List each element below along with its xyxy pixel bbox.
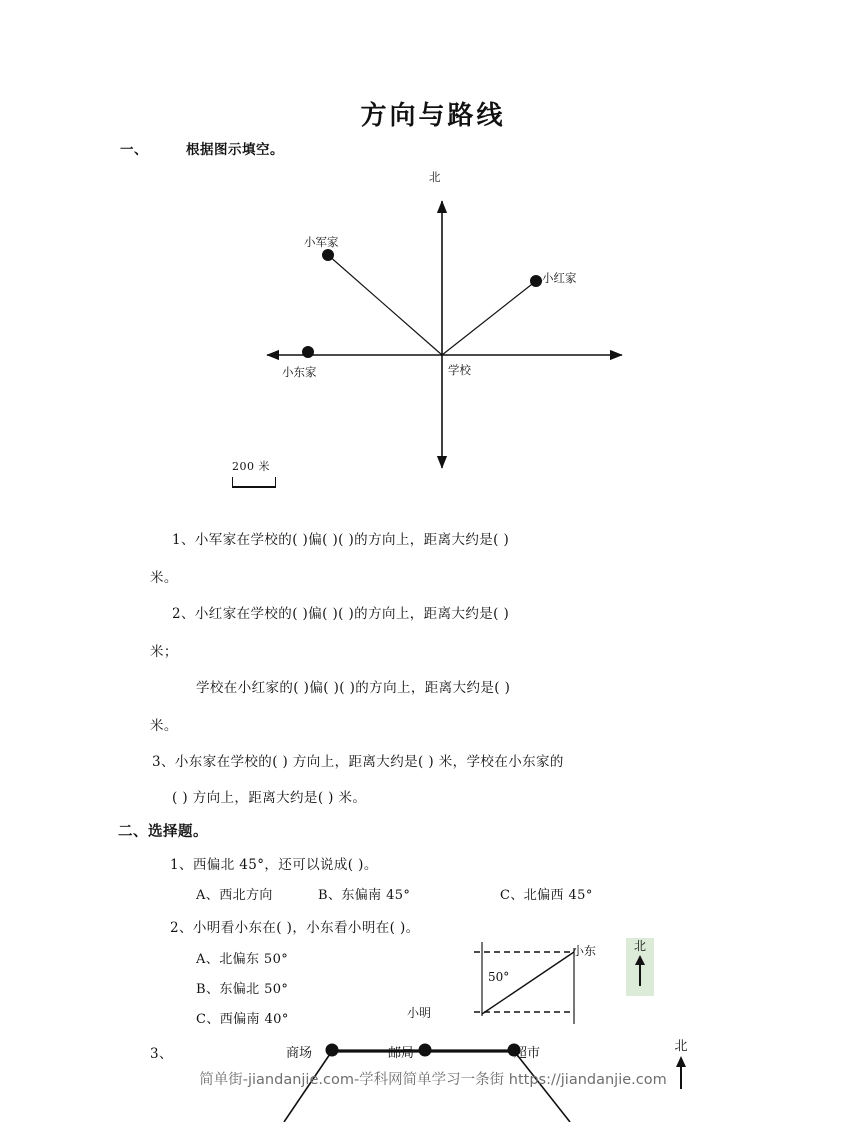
choice-question-2-option-a[interactable]: A、北偏东 50° [196,952,289,967]
choice-question-1-option-b[interactable]: B、东偏南 45° [318,888,411,903]
page-title: 方向与路线 [360,101,506,131]
section-1-heading: 根据图示填空。 [186,142,284,158]
north-badge-label: 北 [633,939,646,953]
node-mall [326,1044,339,1057]
watermark-text: 简单街-jiandanjie.com-学科网简单学习一条街 https://jiandanjie.com [199,1072,667,1088]
direction-diagram-svg [230,165,650,505]
north-indicator-badge [626,938,654,996]
diagram-label-xiaodong: 小东家 [282,365,317,379]
route-north-label: 北 [674,1039,688,1054]
scale-bar-rule [232,477,276,488]
diagram-label-north: 北 [429,170,441,184]
section-2-heading: 二、选择题。 [118,823,208,840]
diagram-label-xiaohong: 小红家 [542,271,577,285]
section-1-number: 一、 [120,142,148,158]
north-arrow-icon [633,953,647,987]
ray-to-xiaohong [442,281,536,355]
scale-bar [232,458,292,488]
route-label-post-office: 邮局 [388,1046,415,1061]
choice-question-2-stem: 2、小明看小东在( )，小东看小明在( )。 [170,920,420,936]
direction-diagram [230,165,650,505]
question-2-line-2: 米； [150,644,178,660]
choice-question-1-option-c[interactable]: C、北偏西 45° [500,888,593,903]
choice-question-2-option-c[interactable]: C、西偏南 40° [196,1012,289,1027]
angle-diagram-label-xiaoming: 小明 [407,1006,432,1020]
question-1-line-1: 1、小军家在学校的( )偏( )( )的方向上，距离大约是( ) [172,532,510,548]
choice-question-2-option-b[interactable]: B、东偏北 50° [196,982,289,997]
ray-to-xiaojun [328,255,442,355]
choice-question-1-option-a[interactable]: A、西北方向 [196,888,273,903]
route-label-mall: 商场 [286,1046,313,1061]
question-1-line-2: 米。 [150,570,178,586]
angle-diagram [407,938,602,1028]
diagram-label-school: 学校 [448,363,471,377]
question-2-line-4: 米。 [150,718,178,734]
question-3-line-1: 3、小东家在学校的( ) 方向上，距离大约是( ) 米，学校在小东家的 [152,754,564,770]
question-3-line-2: ( ) 方向上，距离大约是( ) 米。 [172,790,367,806]
scale-bar-label: 200 米 [232,460,270,473]
choice-question-1-stem: 1、西偏北 45°，还可以说成( )。 [170,857,378,873]
choice-question-3-number: 3、 [150,1046,173,1062]
point-xiaodong [302,346,314,358]
diagram-label-xiaojun: 小军家 [304,235,339,249]
point-xiaohong [530,275,542,287]
question-2-line-1: 2、小红家在学校的( )偏( )( )的方向上，距离大约是( ) [172,606,510,622]
question-2-line-3: 学校在小红家的( )偏( )( )的方向上，距离大约是( ) [196,680,511,696]
point-xiaojun [322,249,334,261]
node-post-office [419,1044,432,1057]
angle-label-50: 50° [488,970,510,984]
angle-diagram-label-xiaodong: 小东 [572,944,597,958]
route-label-supermarket: 超市 [514,1046,541,1061]
